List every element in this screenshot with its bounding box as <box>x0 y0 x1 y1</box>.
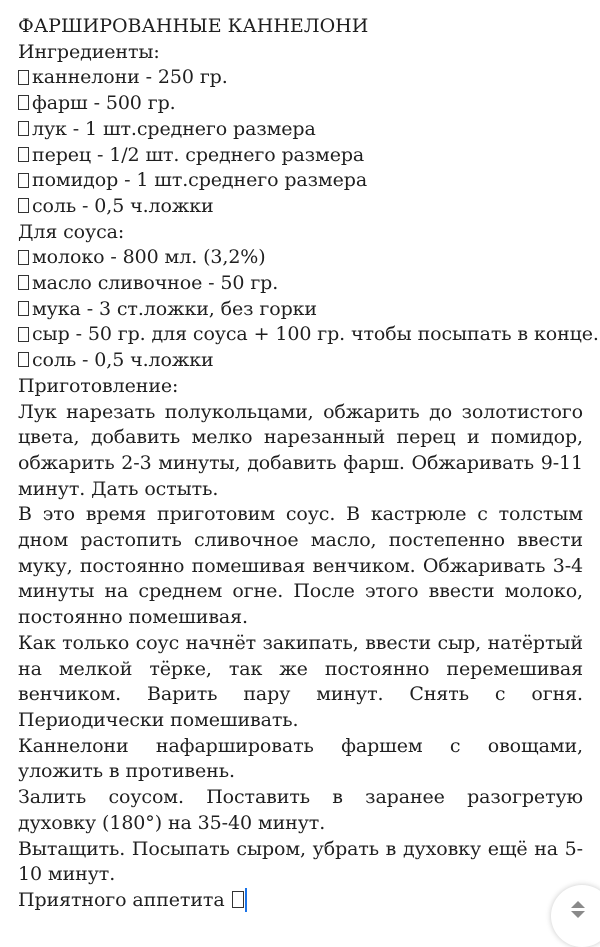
sauce-text: мука - 3 ст.ложки, без горки <box>32 297 317 320</box>
ingredient-item <box>18 91 583 117</box>
ingredient-item <box>18 194 583 220</box>
step-paragraph: Лук нарезать полукольцами, обжарить до золотистого цвета, добавить мелко нарезанный перец и помидор, обжарить 2-3 минуты, добавить фарш. Обжаривать 9-11 минут. Дать остыть. <box>18 400 583 500</box>
step-paragraph: Залить соусом. Поставить в заранее разогретую духовку (180°) на 35-40 минут. <box>18 786 583 834</box>
sauce-item <box>18 297 583 323</box>
sauce-text: молоко - 800 мл. (3,2%) <box>32 246 266 269</box>
ingredient-item <box>18 143 583 169</box>
sauce-item <box>18 271 583 297</box>
missing-glyph-icon <box>18 95 29 110</box>
ingredient-text: помидор - 1 шт.среднего размера <box>32 169 368 192</box>
missing-glyph-icon <box>18 301 29 316</box>
recipe-document[interactable] <box>18 14 599 914</box>
ingredients-heading: Ингредиенты: <box>18 40 160 63</box>
text-cursor <box>245 888 247 912</box>
missing-glyph-icon <box>18 147 29 162</box>
missing-glyph-icon <box>18 173 29 188</box>
closing-line <box>18 888 583 914</box>
missing-glyph-icon <box>232 891 244 908</box>
ingredient-text: перец - 1/2 шт. среднего размера <box>32 143 365 166</box>
sauce-heading: Для соуса: <box>18 220 125 243</box>
ingredient-item <box>18 168 583 194</box>
missing-glyph-icon <box>18 327 29 342</box>
sauce-text: сыр - 50 гр. для соуса + 100 гр. чтобы посыпать в конце. <box>32 323 599 346</box>
chevron-down-icon <box>571 911 585 918</box>
step-paragraph: Как только соус начнёт закипать, ввести сыр, натёртый на мелкой тёрке, так же постоянно перемешивая венчиком. Варить пару минут. Снять с огня. Периодически помешивать. <box>18 631 583 731</box>
step-paragraph: В это время приготовим соус. В кастрюле с толстым дном растопить сливочное масло, постепенно ввести муку, постоянно помешивая венчиком. Обжаривать 3-4 минуты на среднем огне. После этого ввести молоко, постоянно помешивая. <box>18 503 583 629</box>
sauce-item <box>18 245 583 271</box>
scroll-toggle-button[interactable] <box>551 885 600 947</box>
sauce-item <box>18 322 599 348</box>
missing-glyph-icon <box>18 352 29 367</box>
chevron-up-icon <box>571 901 585 908</box>
missing-glyph-icon <box>18 250 29 265</box>
ingredient-item <box>18 117 583 143</box>
step-paragraph: Каннелони нафаршировать фаршем с овощами, уложить в противень. <box>18 734 583 783</box>
sauce-item <box>18 348 583 374</box>
recipe-title: ФАРШИРОВАННЫЕ КАННЕЛОНИ <box>18 15 369 37</box>
preparation-heading: Приготовление: <box>18 374 179 397</box>
ingredient-text: лук - 1 шт.среднего размера <box>32 117 316 140</box>
missing-glyph-icon <box>18 70 29 85</box>
ingredient-text: каннелони - 250 гр. <box>32 66 228 89</box>
missing-glyph-icon <box>18 121 29 136</box>
missing-glyph-icon <box>18 198 29 213</box>
ingredient-text: фарш - 500 гр. <box>32 92 176 115</box>
step-paragraph: Вытащить. Посыпать сыром, убрать в духовку ещё на 5-10 минут. <box>18 837 583 886</box>
sauce-text: соль - 0,5 ч.ложки <box>32 349 214 372</box>
ingredient-item <box>18 65 583 91</box>
ingredient-text: соль - 0,5 ч.ложки <box>32 194 214 217</box>
closing-text: Приятного аппетита <box>18 888 225 911</box>
missing-glyph-icon <box>18 275 29 290</box>
sauce-text: масло сливочное - 50 гр. <box>32 272 279 295</box>
